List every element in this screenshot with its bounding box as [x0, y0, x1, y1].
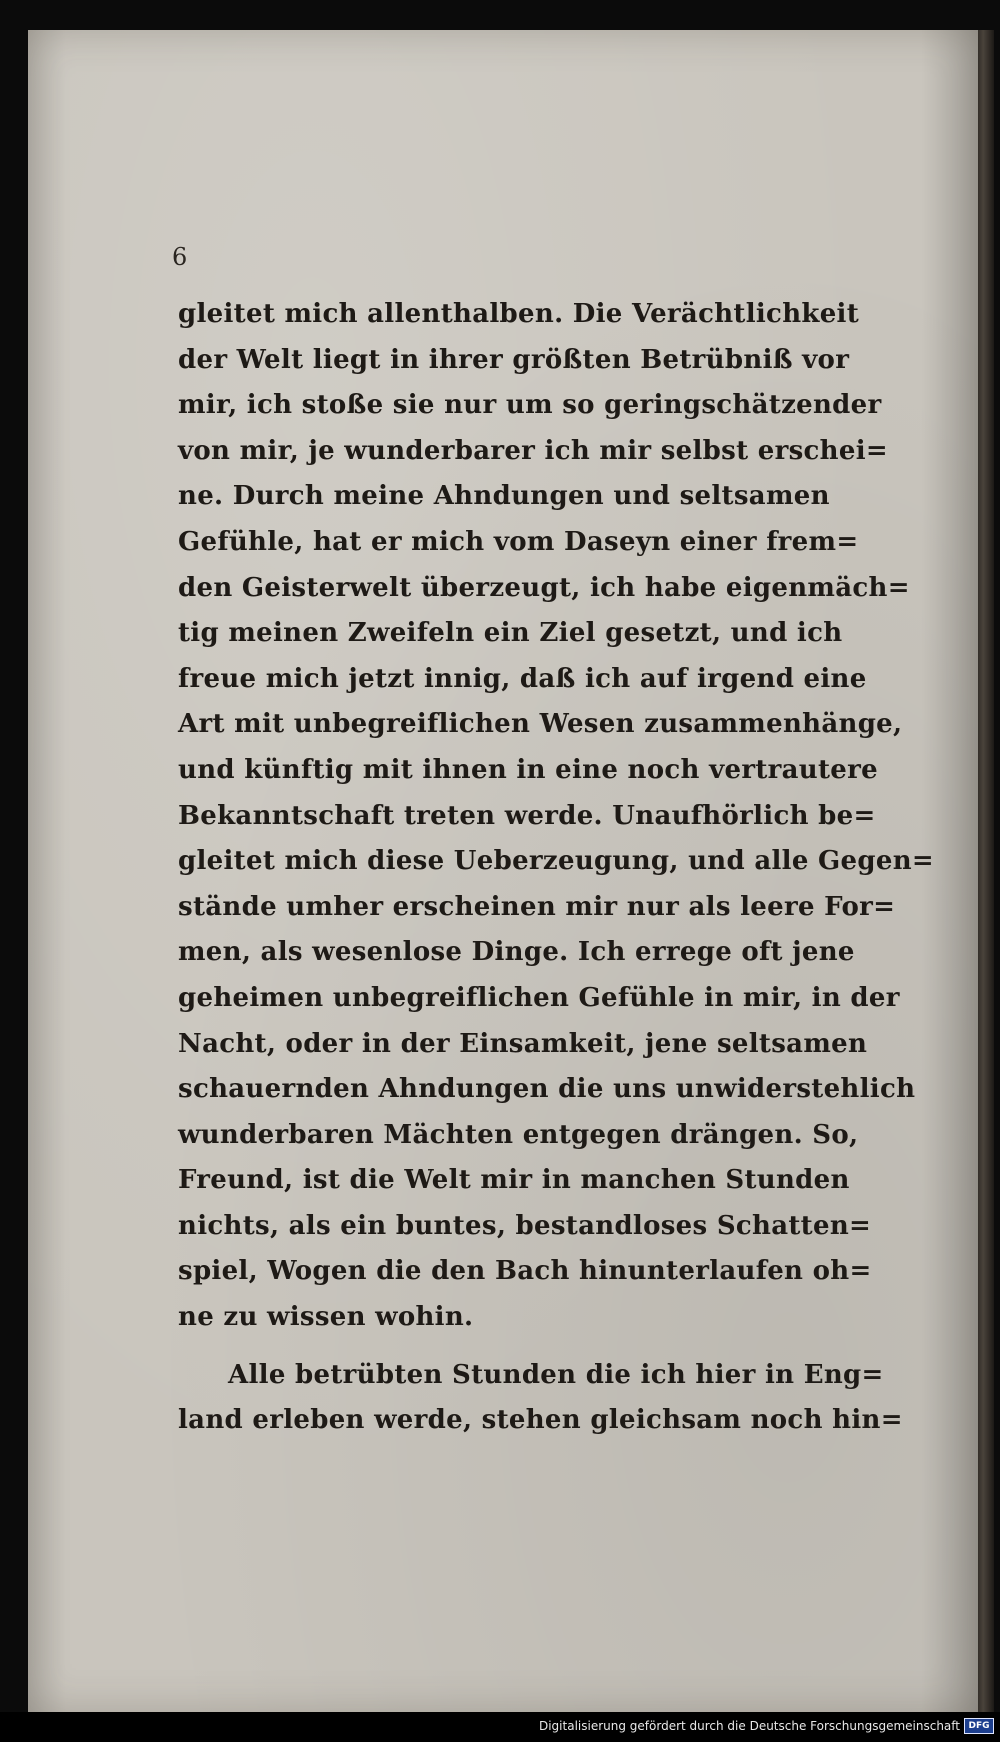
- text-line: und künftig mit ihnen in eine noch vertrautere: [178, 754, 878, 785]
- page-number: 6: [172, 243, 188, 271]
- text-line: schauernden Ahndungen die uns unwiderstehlich: [178, 1074, 916, 1105]
- footer-credit: Digitalisierung gefördert durch die Deutsche Forschungsgemeinschaft: [538, 1719, 960, 1733]
- text-line: Alle betrübten Stunden die ich hier in Eng=: [228, 1359, 884, 1390]
- paragraph-gap: [178, 1341, 810, 1353]
- text-line: spiel, Wogen die den Bach hinunterlaufen oh=: [178, 1256, 872, 1287]
- text-line: men, als wesenlose Dinge. Ich errege oft jene: [178, 937, 855, 968]
- text-line: Freund, ist die Welt mir in manchen Stunden: [178, 1165, 850, 1196]
- text-line: land erleben werde, stehen gleichsam noch hin=: [178, 1405, 903, 1436]
- text-line: nichts, als ein buntes, bestandloses Schatten=: [178, 1210, 872, 1241]
- text-line: mir, ich stoße sie nur um so geringschätzender: [178, 390, 882, 421]
- dfg-logo-icon: DFG: [964, 1718, 994, 1734]
- text-line: Gefühle, hat er mich vom Daseyn einer frem=: [178, 526, 859, 557]
- text-line: Nacht, oder in der Einsamkeit, jene seltsamen: [178, 1028, 868, 1059]
- text-line: wunderbaren Mächten entgegen drängen. So,: [178, 1119, 859, 1150]
- text-line: freue mich jetzt innig, daß ich auf irgend eine: [178, 663, 867, 694]
- text-line: gleitet mich allenthalben. Die Verächtlichkeit: [178, 299, 860, 329]
- text-line: ne zu wissen wohin.: [178, 1302, 474, 1333]
- text-line: tig meinen Zweifeln ein Ziel gesetzt, und ich: [178, 618, 843, 649]
- text-line: stände umher erscheinen mir nur als leere For=: [178, 891, 896, 922]
- text-line: der Welt liegt in ihrer größten Betrübniß vor: [178, 344, 850, 375]
- book-edge: [976, 30, 994, 1712]
- text-line: geheimen unbegreiflichen Gefühle in mir, in der: [178, 982, 900, 1013]
- text-line: Art mit unbegreiflichen Wesen zusammenhänge,: [178, 709, 903, 740]
- text-line: gleitet mich diese Ueberzeugung, und alle Gegen=: [178, 846, 934, 877]
- text-line: von mir, je wunderbarer ich mir selbst erschei=: [178, 435, 888, 466]
- text-line: Bekanntschaft treten werde. Unaufhörlich be=: [178, 800, 876, 831]
- text-line: ne. Durch meine Ahndungen und seltsamen: [178, 481, 830, 512]
- body-text: [178, 292, 934, 1444]
- text-line: den Geisterwelt überzeugt, ich habe eigenmäch=: [178, 572, 910, 603]
